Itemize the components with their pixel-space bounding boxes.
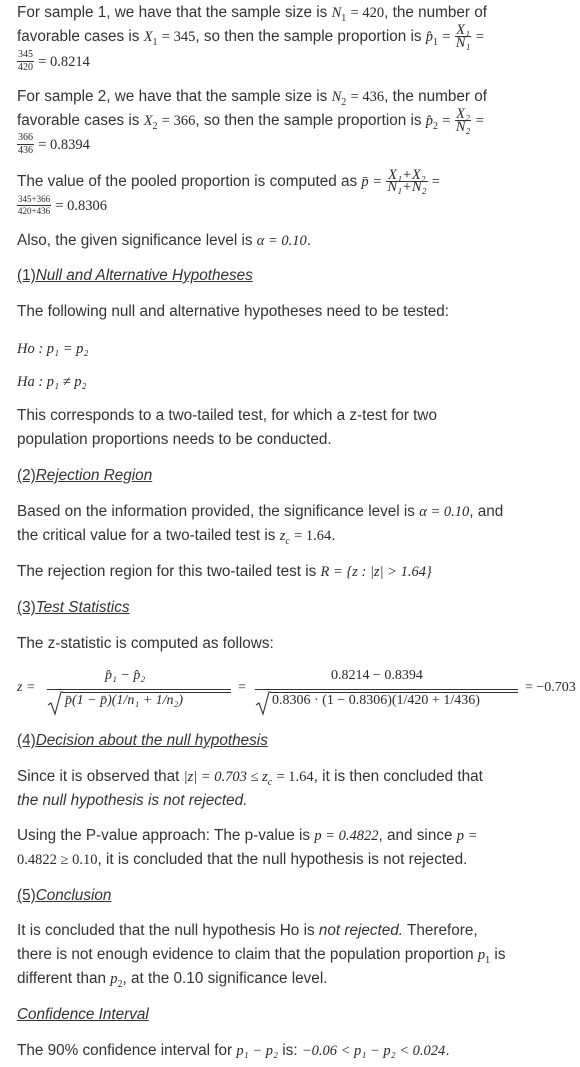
section-1-heading: (1)Null and Alternative Hypotheses [17,267,253,284]
sample1-line2: favorable cases is $X_1 = 345$, so then the sample proportion is $p̂_1$ = $\frac{\text{X₁}}{\text{N₁}}$ = [17,22,484,52]
conclusion-line2: there is not enough evidence to claim that the population proportion $p_1$ is [17,946,506,967]
sample1-line3: $\frac{345}{420}$ = 0.8214 [18,49,90,74]
hypotheses-intro: The following null and alternative hypotheses need to be tested: [17,303,450,320]
sample2-line1: For sample 2, we have that the sample size is $N_2 = 436$, the number of [17,88,487,109]
two-tailed-line2: population proportions needs to be conducted. [17,431,332,448]
decision-line1: Since it is observed that $|z| = 0.703 \le z_c = 1.64$, it is then concluded that [17,768,483,789]
decision-line2: the null hypothesis is not rejected. [17,792,248,809]
test-stat-intro: The z-statistic is computed as follows: [17,635,274,652]
sqrt-icon [47,690,63,716]
pvalue-line1: Using the P-value approach: The p-value is p = 0.4822, and since p = [17,827,478,844]
alt-hypothesis: Ha : p₁ ≠ p₂ [17,374,87,390]
null-hypothesis: Ho : p₁ = p₂ [17,341,89,357]
alpha-line: Also, the given significance level is α = 0.10. [17,232,312,249]
section-2-heading: (2)Rejection Region [17,467,153,484]
section-5-heading: (5)Conclusion [17,887,112,904]
section-3-heading: (3)Test Statistics [17,599,130,616]
conclusion-line3: different than $p_2$, at the 0.10 significance level. [17,970,328,991]
sample2-line3: $\frac{366}{436}$ = 0.8394 [18,132,90,157]
pvalue-line2: 0.4822 ≥ 0.10, it is concluded that the null hypothesis is not rejected. [17,851,468,868]
pooled-line1: The value of the pooled proportion is computed as p̄ = $\frac{\text{X₁+X₂}}{\text{N₁+N₂}}$ = [17,167,440,196]
pooled-line2: $\frac{345+366}{420+436}$ = 0.8306 [18,194,108,217]
confidence-interval-heading: Confidence Interval [17,1006,149,1023]
rejection-line1: Based on the information provided, the significance level is α = 0.10, and [17,503,504,520]
sample2-line2: favorable cases is $X_2 = 366$, so then the sample proportion is $p̂_2$ = $\frac{\text{X₂}}{\text{N₂}}$ = [17,106,484,136]
rejection-line3: The rejection region for this two-tailed test is R = {z : |z| > 1.64} [17,563,432,580]
sqrt-icon [255,690,271,716]
two-tailed-line1: This corresponds to a two-tailed test, for which a z-test for two [17,407,437,424]
z-statistic-equation: z = p̂₁ − p̂₂ p̄(1 − p̄)(1/n₁ + 1/n₂) = 0.8214 − 0.8394 0.8306 · (1 − 0.8306)(1/420 + 1/436) = −0.703 [17,662,577,716]
rejection-line2: the critical value for a two-tailed test is $z_c = 1.64$. [17,527,336,548]
conclusion-line1: It is concluded that the null hypothesis Ho is not rejected. Therefore, [17,922,478,939]
section-4-heading: (4)Decision about the null hypothesis [17,732,268,749]
sample1-line1: For sample 1, we have that the sample size is $N_1 = 420$, the number of [17,4,487,25]
confidence-interval-line: The 90% confidence interval for p₁ − p₂ is: −0.06 < p₁ − p₂ < 0.024. [17,1042,450,1059]
